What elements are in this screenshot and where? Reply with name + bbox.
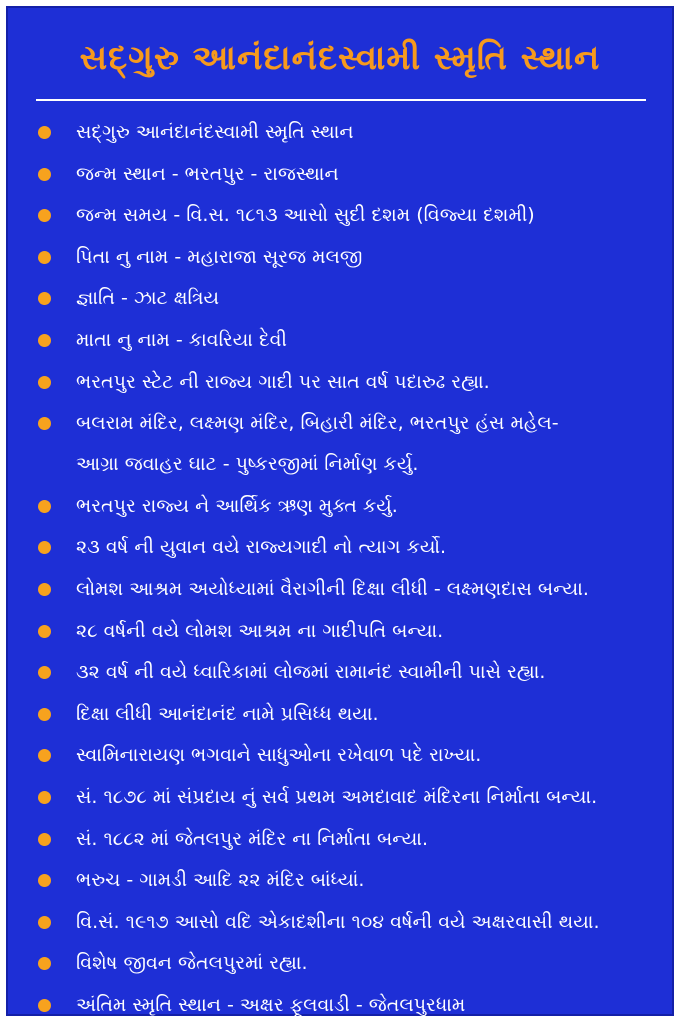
info-list xyxy=(38,120,668,1034)
bullet-icon xyxy=(38,749,51,762)
list-item xyxy=(38,203,668,227)
list-item xyxy=(38,411,668,476)
list-item-text: બલરામ મંદિર, લક્ષ્મણ મંદિર, બિહારી મંદિર, ભરતપુર હંસ મહેલ- xyxy=(76,412,559,435)
bullet-icon xyxy=(38,916,51,929)
list-item xyxy=(38,245,668,269)
list-item xyxy=(38,827,668,851)
list-item-text: ૩૨ વર્ષ ની વયે ધ્વારિકામાં લોજમાં રામાનંદ સ્વામીની પાસે રહ્યા. xyxy=(76,661,546,684)
list-item-text: લોમશ આશ્રમ અયોધ્યામાં વૈરાગીની દિક્ષા લીધી - લક્ષ્મણદાસ બન્યા. xyxy=(76,577,589,600)
list-item-text: પિતા નુ નામ - મહારાજા સૂરજ મલજી xyxy=(76,245,363,268)
bullet-icon xyxy=(38,999,51,1012)
list-item xyxy=(38,910,668,934)
list-item-text: વિ.સં. ૧૯૧૭ આસો વદિ એકાદશીના ૧૦૪ વર્ષની વયે અક્ષરવાસી થયા. xyxy=(76,910,600,933)
bullet-icon xyxy=(38,500,51,513)
bullet-icon xyxy=(38,334,51,347)
title-underline xyxy=(36,99,646,101)
list-item xyxy=(38,868,668,892)
bullet-icon xyxy=(38,666,51,679)
list-item xyxy=(38,743,668,767)
list-item xyxy=(38,328,668,352)
list-item-text: સ્વામિનારાયણ ભગવાને સાધુઓના રખેવાળ પદે રાખ્યા. xyxy=(76,744,482,767)
list-item xyxy=(38,951,668,975)
bullet-icon xyxy=(38,833,51,846)
bullet-icon xyxy=(38,251,51,264)
list-item xyxy=(38,660,668,684)
list-item xyxy=(38,577,668,601)
list-item xyxy=(38,619,668,643)
list-item xyxy=(38,370,668,394)
list-item-text: જન્મ સ્થાન - ભરતપુર - રાજસ્થાન xyxy=(76,162,339,185)
bullet-icon xyxy=(38,209,51,222)
bullet-icon xyxy=(38,874,51,887)
list-item xyxy=(38,993,668,1017)
bullet-icon xyxy=(38,376,51,389)
list-item-text: ભરતપુર રાજ્ય ને આર્થિક ઋણ મુક્ત કર્યુ. xyxy=(76,494,398,517)
list-item-text: ભરતપુર સ્ટેટ ની રાજ્ય ગાદી પર સાત વર્ષ પદારુઢ રહ્યા. xyxy=(76,370,490,393)
list-item xyxy=(38,162,668,186)
board-title: સદ્‌ગુરુ આનંદાનંદસ્વામી સ્મૃતિ સ્થાન xyxy=(79,38,601,78)
bullet-icon xyxy=(38,583,51,596)
list-item-text: સં. ૧૮૭૮ માં સંપ્રદાય નું સર્વ પ્રથમ અમદાવાદ મંદિરના નિર્માતા બન્યા. xyxy=(76,785,598,808)
bullet-icon xyxy=(38,292,51,305)
list-item-text: સં. ૧૮૮૨ માં જેતલપુર મંદિર ના નિર્માતા બન્યા. xyxy=(76,827,428,850)
bullet-icon xyxy=(38,417,51,430)
list-item-text: માતા નુ નામ - કાવરિયા દેવી xyxy=(76,328,287,351)
list-item xyxy=(38,702,668,726)
list-item-text: અંતિમ સ્મૃતિ સ્થાન - અક્ષર ફૂલવાડી - જેતલપુરધામ xyxy=(76,993,466,1016)
list-item-text: વિશેષ જીવન જેતલપુરમાં રહ્યા. xyxy=(76,952,308,975)
list-item-text: જન્મ સમય - વિ.સ. ૧૮૧૩ આસો સુદી દશમ (વિજ્યા દશમી) xyxy=(76,204,535,227)
bullet-icon xyxy=(38,708,51,721)
list-item xyxy=(38,286,668,310)
list-item-text: જ્ઞાતિ - ઝાટ ક્ષત્રિય xyxy=(76,287,220,310)
list-item xyxy=(38,120,668,144)
list-item xyxy=(38,494,668,518)
list-item xyxy=(38,785,668,809)
bullet-icon xyxy=(38,791,51,804)
list-item xyxy=(38,535,668,559)
bullet-icon xyxy=(38,541,51,554)
list-item-text: સદ્‌ગુરુ આનંદાનંદસ્વામી સ્મૃતિ સ્થાન xyxy=(76,121,354,143)
bullet-icon xyxy=(38,625,51,638)
list-item-text: ભરુચ - ગામડી આદિ ૨૨ મંદિર બાંધ્યાં. xyxy=(76,869,365,892)
list-item-text-continued: આગ્રા જવાહર ઘાટ - પુષ્કરજીમાં નિર્માણ કર્યુ. xyxy=(76,453,419,476)
bullet-icon xyxy=(38,168,51,181)
bullet-icon xyxy=(38,126,51,139)
memorial-board xyxy=(6,6,674,1016)
bullet-icon xyxy=(38,957,51,970)
list-item-text: દિક્ષા લીધી આનંદાનંદ નામે પ્રસિધ્ધ થયા. xyxy=(76,702,379,725)
list-item-text: ૨૩ વર્ષ ની યુવાન વયે રાજ્યગાદી નો ત્યાગ કર્યો. xyxy=(76,536,447,559)
list-item-text: ૨૮ વર્ષની વયે લોમશ આશ્રમ ના ગાદીપતિ બન્યા. xyxy=(76,619,444,642)
